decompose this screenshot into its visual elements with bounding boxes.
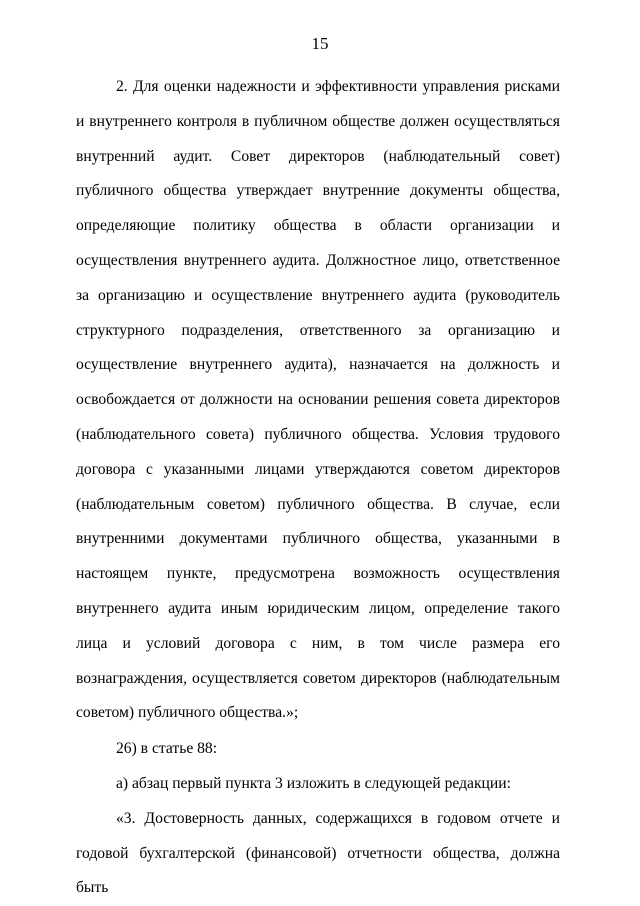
paragraph-clause-3-text: «3. Достоверность данных, содержащихся в годовом отчете и годовой бухгалтерской (финансовой) отчетности общества, должна быть [76, 809, 560, 897]
paragraph-clause-3-amendment: а) абзац первый пункта 3 изложить в следующей редакции: [116, 774, 511, 792]
document-body [76, 70, 560, 906]
paragraph-internal-audit: 2. Для оценки надежности и эффективности управления рисками и внутреннего контроля в публичном обществе должен осуществляться внутренний аудит. Совет директоров (наблюдательный совет) публичного общества утверждает внутренние документы общества, определяющие политику общества в области организации и осуществления внутреннего аудита. Должностное лицо, ответственное за организацию и осуществление внутреннего аудита (руководитель структурного подразделения, ответственного за организацию и осуществление внутреннего аудита), назначается на должность и освобождается от должности на основании решения совета директоров (наблюдательного совета) публичного общества. Условия трудового договора с указанными лицами утверждаются советом директоров (наблюдательным советом) публичного общества. В случае, если внутренними документами публичного общества, указанными в настоящем пункте, предусмотрена возможность осуществления внутреннего аудита иным юридическим лицом, определение такого лица и условий договора с ним, в том числе размера его вознаграждения, осуществляется советом директоров (наблюдательным советом) публичного общества.»; [76, 78, 560, 722]
paragraph-article-88: 26) в статье 88: [116, 740, 218, 758]
page-number: 15 [311, 34, 329, 53]
